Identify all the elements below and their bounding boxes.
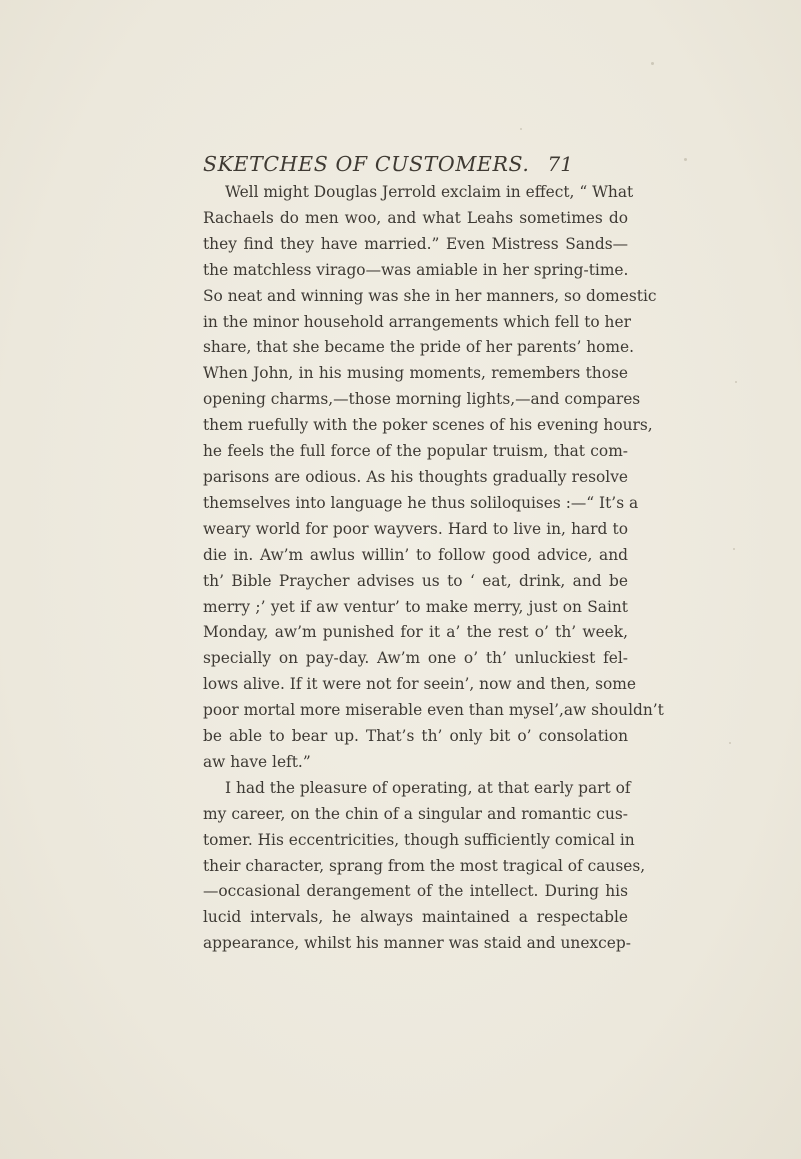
text-line: them ruefully with the poker scenes of his evening hours, xyxy=(203,416,653,435)
text-line: share, that she became the pride of her parents’ home. xyxy=(203,338,634,357)
text-line: themselves into language he thus soliloquises :—“ It’s a xyxy=(203,493,639,512)
text-line: Well might Douglas Jerrold exclaim in effect, “ What xyxy=(225,183,634,201)
text-line: merry ;’ yet if aw ventur’ to make merry, just on Saint xyxy=(203,597,628,616)
text-line: So neat and winning was she in her manners, so domestic xyxy=(203,286,657,305)
paper-speck xyxy=(733,548,735,550)
page-number: 71 xyxy=(547,152,573,176)
text-line: Rachaels do men woo, and what Leahs sometimes do xyxy=(203,208,628,227)
paper-speck xyxy=(520,128,522,130)
text-line: appearance, whilst his manner was staid and unexcep- xyxy=(203,934,631,953)
text-line: aw have left.” xyxy=(203,752,311,771)
text-line: die in. Aw’m awlus willin’ to follow good advice, and xyxy=(203,545,628,564)
running-head xyxy=(203,152,573,182)
text-line: opening charms,—those morning lights,—and compares xyxy=(203,390,641,409)
paper-speck xyxy=(735,381,737,383)
text-line: lows alive. If it were not for seein’, now and then, some xyxy=(203,675,637,694)
text-line: When John, in his musing moments, remembers those xyxy=(203,364,628,383)
paragraph xyxy=(203,776,646,957)
text-line: be able to bear up. That’s th’ only bit o’ consolation xyxy=(203,727,628,746)
text-line: they find they have married.” Even Mistress Sands— xyxy=(203,234,628,253)
text-line: —occasional derangement of the intellect. During his xyxy=(203,882,628,901)
text-line: parisons are odious. As his thoughts gradually resolve xyxy=(203,467,628,486)
body-text xyxy=(203,180,664,957)
text-line: their character, sprang from the most tragical of causes, xyxy=(203,856,646,875)
text-line: he feels the full force of the popular truism, that com- xyxy=(203,442,628,461)
text-line: tomer. His eccentricities, though sufficiently comical in xyxy=(203,830,635,849)
text-line: lucid intervals, he always maintained a respectable xyxy=(203,908,628,927)
text-line: the matchless virago—was amiable in her spring-time. xyxy=(203,260,629,279)
text-line: poor mortal more miserable even than mysel’,aw shouldn’t xyxy=(203,701,664,720)
text-line: weary world for poor wayvers. Hard to live in, hard to xyxy=(203,519,628,538)
running-head-title: SKETCHES OF CUSTOMERS. xyxy=(203,152,530,176)
text-line: th’ Bible Praycher advises us to ‘ eat, drink, and be xyxy=(203,571,628,590)
paper-speck xyxy=(684,158,687,161)
text-line: Monday, aw’m punished for it a’ the rest o’ th’ week, xyxy=(203,623,628,642)
paper-speck xyxy=(729,742,731,744)
text-line: my career, on the chin of a singular and romantic cus- xyxy=(203,804,628,823)
paragraph xyxy=(203,180,664,776)
text-line: specially on pay-day. Aw’m one o’ th’ unluckiest fel- xyxy=(203,649,628,668)
text-line: in the minor household arrangements which fell to her xyxy=(203,312,631,331)
text-line: I had the pleasure of operating, at that early part of xyxy=(225,778,631,797)
paper-speck xyxy=(651,62,654,65)
